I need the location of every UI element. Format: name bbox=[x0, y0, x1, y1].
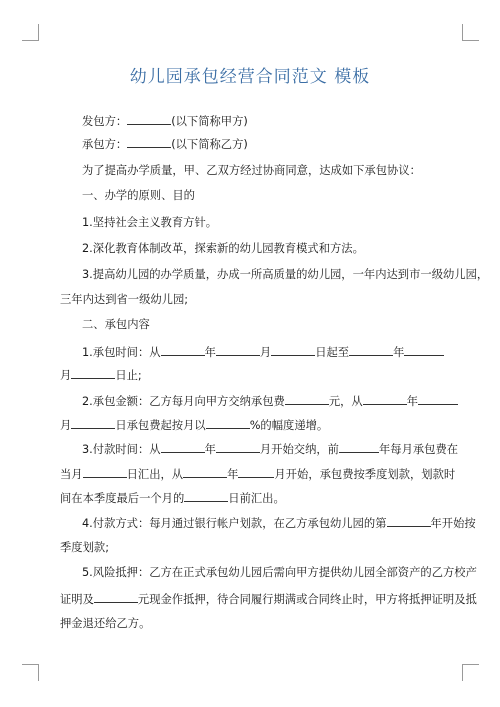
blank-field[interactable] bbox=[127, 114, 171, 125]
blank-field[interactable] bbox=[94, 592, 138, 603]
blank-field[interactable] bbox=[71, 418, 115, 429]
party-a-line: 发包方： (以下简称甲方) bbox=[82, 115, 248, 128]
blank-field[interactable] bbox=[161, 442, 205, 453]
section-1-item-3-cont: 三年内达到省一级幼儿园; bbox=[60, 293, 189, 306]
blank-field[interactable] bbox=[216, 442, 260, 453]
blank-field[interactable] bbox=[349, 345, 393, 356]
term-4-line-cont: 季度划款; bbox=[60, 541, 109, 554]
term-4-line: 4.付款方式：每月通过银行帐户划款，在乙方承包幼儿园的第 年开始按 bbox=[82, 517, 476, 530]
document-title: 幼儿园承包经营合同范文 模板 bbox=[129, 67, 371, 87]
term-3-line-cont-2: 间在本季度最后一个月的 日前汇出。 bbox=[60, 492, 285, 505]
section-1-item-2: 2.深化教育体制改革，探索新的幼儿园教育模式和方法。 bbox=[82, 242, 364, 255]
blank-field[interactable] bbox=[183, 467, 227, 478]
corner-mark-top-right bbox=[462, 24, 479, 41]
party-b-line: 承包方： (以下简称乙方) bbox=[82, 138, 248, 151]
blank-field[interactable] bbox=[404, 345, 444, 356]
blank-field[interactable] bbox=[285, 394, 329, 405]
blank-field[interactable] bbox=[418, 394, 458, 405]
term-2-line: 2.承包金额：乙方每月向甲方交纳承包费 元，从 年 bbox=[82, 394, 458, 409]
blank-field[interactable] bbox=[127, 137, 171, 148]
term-3-line: 3.付款时间：从 年 月开始交纳，前 年每月承包费在 bbox=[82, 443, 459, 456]
blank-field[interactable] bbox=[83, 467, 127, 478]
term-3-line-cont: 当月 日汇出，从 年 月开始，承包费按季度划款，划款时 bbox=[60, 468, 456, 481]
term-1-line-cont: 月 日止; bbox=[60, 369, 142, 382]
blank-field[interactable] bbox=[387, 516, 431, 527]
term-5-line-cont: 证明及 元现金作抵押，待合同履行期满或合同终止时，甲方将抵押证明及抵 bbox=[60, 593, 477, 606]
blank-field[interactable] bbox=[271, 345, 315, 356]
corner-mark-top-left bbox=[22, 24, 39, 41]
term-1-line: 1.承包时间：从 年 月 日起至 年 bbox=[82, 345, 444, 360]
blank-field[interactable] bbox=[216, 345, 260, 356]
section-1-heading: 一、办学的原则、目的 bbox=[82, 189, 195, 202]
blank-field[interactable] bbox=[71, 368, 115, 379]
blank-field[interactable] bbox=[206, 418, 250, 429]
corner-mark-bottom-right bbox=[462, 664, 479, 681]
blank-field[interactable] bbox=[363, 394, 407, 405]
section-2-heading: 二、承包内容 bbox=[82, 318, 150, 331]
blank-field[interactable] bbox=[339, 442, 379, 453]
term-5-line: 5.风险抵押：乙方在正式承包幼儿园后需向甲方提供幼儿园全部资产的乙方校产 bbox=[82, 566, 477, 579]
section-1-item-1: 1.坚持社会主义教育方针。 bbox=[82, 216, 218, 229]
term-5-line-cont-2: 押金退还给乙方。 bbox=[60, 617, 151, 630]
section-1-item-3: 3.提高幼儿园的办学质量，办成一所高质量的幼儿园，一年内达到市一级幼儿园， bbox=[82, 268, 489, 281]
blank-field[interactable] bbox=[161, 345, 205, 356]
blank-field[interactable] bbox=[238, 467, 274, 478]
corner-mark-bottom-left bbox=[22, 664, 39, 681]
blank-field[interactable] bbox=[184, 491, 228, 502]
term-2-line-cont: 月 日承包费起按月以 %的幅度递增。 bbox=[60, 419, 329, 432]
preamble-text: 为了提高办学质量，甲、乙双方经过协商同意，达成如下承包协议： bbox=[82, 164, 421, 177]
